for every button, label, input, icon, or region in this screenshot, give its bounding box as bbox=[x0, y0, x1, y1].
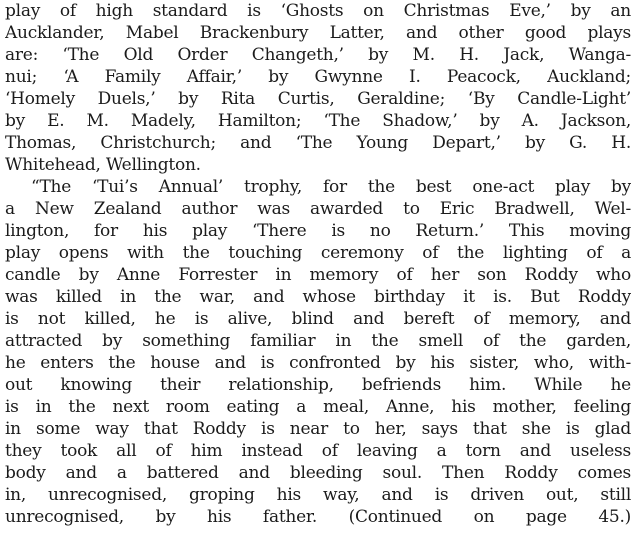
text-line: a New Zealand author was awarded to Eric Bradwell, Wel- bbox=[5, 199, 631, 219]
paragraph-tuis-annual-trophy bbox=[5, 176, 631, 528]
text-line: unrecognised, by his father. (Continued on page 45.) bbox=[5, 507, 631, 527]
text-line: Thomas, Christchurch; and ‘The Young Depart,’ by G. H. bbox=[5, 133, 631, 153]
text-line: candle by Anne Forrester in memory of her son Roddy who bbox=[5, 265, 631, 285]
text-line: he enters the house and is confronted by his sister, who, with- bbox=[5, 353, 631, 373]
text-line: is not killed, he is alive, blind and bereft of memory, and bbox=[5, 309, 631, 329]
text-line: play opens with the touching ceremony of the lighting of a bbox=[5, 243, 631, 263]
text-line: body and a battered and bleeding soul. Then Roddy comes bbox=[5, 463, 631, 483]
article-text bbox=[5, 0, 631, 528]
text-line: out knowing their relationship, befriends him. While he bbox=[5, 375, 631, 395]
text-line: in some way that Roddy is near to her, says that she is glad bbox=[5, 419, 631, 439]
paragraph-plays-list bbox=[5, 0, 631, 176]
text-line: by E. M. Madely, Hamilton; ‘The Shadow,’ by A. Jackson, bbox=[5, 111, 631, 131]
text-line: ‘Homely Duels,’ by Rita Curtis, Geraldine; ‘By Candle-Light’ bbox=[5, 89, 631, 109]
text-line: was killed in the war, and whose birthday it is. But Roddy bbox=[5, 287, 631, 307]
text-line: they took all of him instead of leaving a torn and useless bbox=[5, 441, 631, 461]
text-line: is in the next room eating a meal, Anne, his mother, feeling bbox=[5, 397, 631, 417]
text-line: Aucklander, Mabel Brackenbury Latter, and other good plays bbox=[5, 23, 631, 43]
text-line: in, unrecognised, groping his way, and is driven out, still bbox=[5, 485, 631, 505]
text-line: Whitehead, Wellington. bbox=[5, 155, 201, 175]
text-line: nui; ‘A Family Affair,’ by Gwynne I. Peacock, Auckland; bbox=[5, 67, 631, 87]
text-line: lington, for his play ‘There is no Return.’ This moving bbox=[5, 221, 631, 241]
text-line: attracted by something familiar in the smell of the garden, bbox=[5, 331, 631, 351]
text-line: “The ‘Tui’s Annual’ trophy, for the best one-act play by bbox=[31, 177, 631, 197]
text-line: play of high standard is ‘Ghosts on Christmas Eve,’ by an bbox=[5, 1, 631, 21]
text-line: are: ‘The Old Order Changeth,’ by M. H. Jack, Wanga- bbox=[5, 45, 631, 65]
